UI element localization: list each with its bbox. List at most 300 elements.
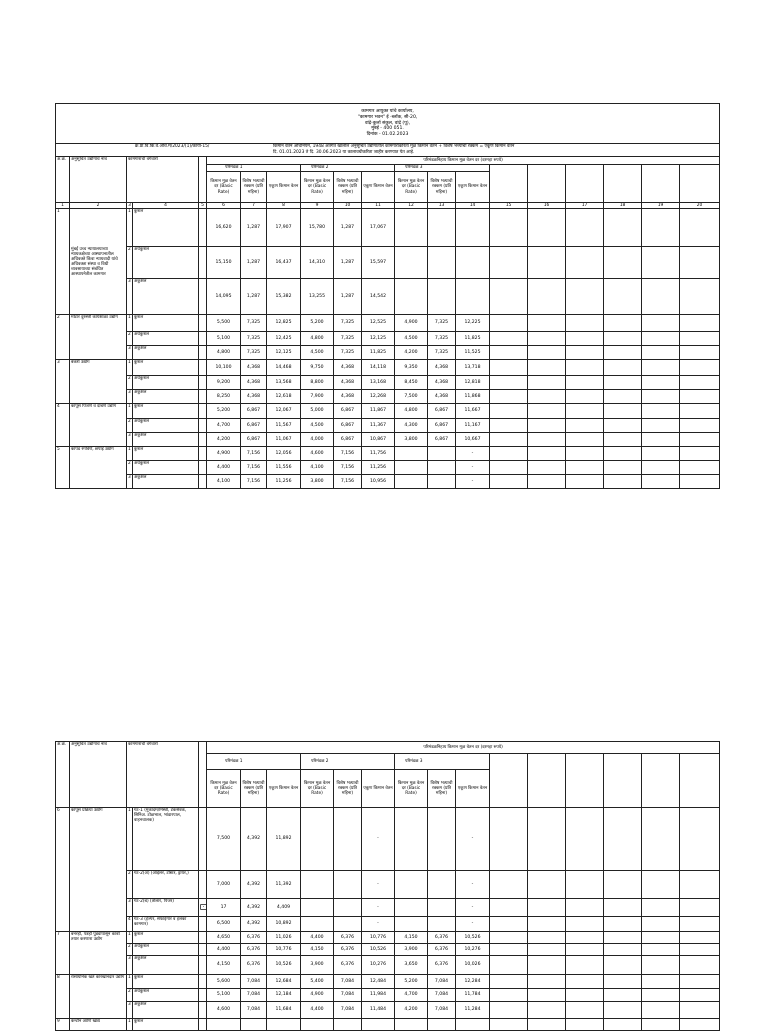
- cell: 11,556: [267, 461, 301, 475]
- cell: 7,084: [334, 975, 362, 989]
- cell: 14,118: [362, 360, 395, 376]
- cell: 12,284: [456, 975, 490, 989]
- office-date: दिनांक - 01.02.2023: [366, 132, 409, 138]
- cell: 4,409: [267, 899, 301, 917]
- notice-text: [265, 144, 514, 155]
- cell: 6,867: [428, 404, 456, 419]
- cell: 4,500: [301, 346, 334, 360]
- reference-number: क्र.प्रा.वि.कि.वे.अधि.मं/2023/(1)/कार्या-15/: [135, 144, 210, 150]
- category-name: कुशल: [133, 975, 199, 989]
- cell: 6,376: [428, 956, 456, 975]
- cell: -: [456, 447, 490, 461]
- category-name: कुशल: [133, 447, 199, 461]
- cell: 10,867: [362, 433, 395, 447]
- cell: 16,620: [207, 209, 241, 247]
- industry-name: कापड रंगविणे, छपाई उद्योग: [70, 447, 127, 489]
- cell: 12,825: [267, 315, 301, 332]
- cell: 7,156: [334, 461, 362, 475]
- category-name: अर्धकुशल: [133, 332, 199, 346]
- cell: 7,325: [428, 346, 456, 360]
- industry-sr: 5: [56, 447, 70, 489]
- cell: 4,700: [207, 419, 241, 433]
- cell: 6,867: [334, 404, 362, 419]
- table-row: [56, 376, 720, 390]
- cell: 12,225: [456, 315, 490, 332]
- cell: 4,800: [395, 404, 428, 419]
- table-row: [56, 447, 720, 461]
- cell: 5,100: [207, 989, 241, 1002]
- cell: 11,825: [456, 332, 490, 346]
- table-row: [56, 899, 720, 917]
- cell: 6,376: [241, 932, 267, 944]
- category-no: 2: [127, 944, 133, 956]
- cell: 1,287: [334, 247, 362, 279]
- cell: 7,156: [334, 475, 362, 489]
- cell: 4,368: [241, 390, 267, 404]
- cell: 1,287: [241, 209, 267, 247]
- wage-table-2: [55, 741, 720, 1031]
- cell: 13,255: [301, 279, 334, 315]
- col-number: 8: [267, 203, 301, 209]
- cell: 10,667: [456, 433, 490, 447]
- category-no: 2: [127, 419, 133, 433]
- cell: -: [456, 475, 490, 489]
- z3-total-header: एकूण किमान वेतन: [456, 770, 490, 808]
- category-no: 1: [127, 808, 133, 871]
- table-row: [56, 433, 720, 447]
- zone-2-header: परिमंडळ 2: [301, 754, 395, 770]
- cell: 5,000: [301, 404, 334, 419]
- cell: 17,067: [362, 209, 395, 247]
- table-row: [56, 871, 720, 899]
- cell: 11,892: [267, 808, 301, 871]
- col-number: 1: [56, 203, 70, 209]
- cell: 4,400: [207, 461, 241, 475]
- table-row: [56, 1002, 720, 1019]
- cell: 5,500: [207, 315, 241, 332]
- cell: 12,056: [267, 447, 301, 461]
- cell: 10,526: [267, 956, 301, 975]
- cell: 4,150: [301, 944, 334, 956]
- cell: 4,150: [395, 932, 428, 944]
- col-number: 19: [642, 203, 680, 209]
- z1-special-header: विशेष भत्याची रक्कम (प्रति महिना): [241, 172, 267, 203]
- cell: 6,867: [428, 433, 456, 447]
- cell: -: [362, 899, 395, 917]
- cell: 4,368: [428, 376, 456, 390]
- cell: 12,125: [267, 346, 301, 360]
- cell: 10,026: [456, 956, 490, 975]
- table-row: [56, 475, 720, 489]
- category-no: 1: [127, 315, 133, 332]
- table-row: [56, 332, 720, 346]
- cell: 4,400: [301, 1002, 334, 1019]
- cell: 14,095: [207, 279, 241, 315]
- z1-special-header: विशेष भत्याची रक्कम (प्रति महिना): [241, 770, 267, 808]
- z1-total-header: एकूण किमान वेतन: [267, 770, 301, 808]
- cell: 7,084: [428, 975, 456, 989]
- z3-special-header: विशेष भत्याची रक्कम (प्रति महिना): [428, 770, 456, 808]
- col-number: 12: [395, 203, 428, 209]
- cell: 3,900: [301, 956, 334, 975]
- cell: 5,600: [207, 975, 241, 989]
- sr-header: अ.क्र.: [56, 742, 70, 808]
- cell: 12,425: [267, 332, 301, 346]
- cell: 1,287: [334, 279, 362, 315]
- cell: 9,200: [207, 376, 241, 390]
- industry-sr: 8: [56, 975, 70, 1019]
- cell: 6,376: [428, 932, 456, 944]
- cell: 7,084: [334, 989, 362, 1002]
- cell: 4,800: [301, 332, 334, 346]
- cell: 5,200: [207, 404, 241, 419]
- sr-header: अ.क्र.: [56, 157, 70, 203]
- cell: 6,376: [241, 944, 267, 956]
- office-area: वांद्रे-कुर्ला संकुल, वांद्रे (पू),: [364, 120, 411, 126]
- cell: 8,800: [301, 376, 334, 390]
- wage-table-1: [55, 103, 720, 489]
- z1-basic-header: किमान मूळ वेतन दर (Basic Rate): [207, 172, 241, 203]
- cell: 4,392: [241, 917, 267, 932]
- cell: 7,900: [301, 390, 334, 404]
- cell: 4,368: [241, 360, 267, 376]
- table-row: [56, 1019, 720, 1031]
- cell: 4,700: [395, 989, 428, 1002]
- category-name: कुशल: [133, 932, 199, 944]
- industry-sr: 1: [56, 209, 70, 315]
- category-no: 2: [127, 376, 133, 390]
- industry-header: अनुसूचित उद्योगाचे नाव: [70, 157, 127, 203]
- table-row: [56, 360, 720, 376]
- category-no: 2: [127, 461, 133, 475]
- z2-special-header: विशेष भत्याची रक्कम (प्रति महिना): [334, 172, 362, 203]
- z3-total-header: एकूण किमान वेतन: [456, 172, 490, 203]
- cell: 9,350: [395, 360, 428, 376]
- cell: 14,542: [362, 279, 395, 315]
- cell: 4,200: [395, 1002, 428, 1019]
- cell: 17: [207, 899, 241, 917]
- col-number: 18: [604, 203, 642, 209]
- cell: 10,100: [207, 360, 241, 376]
- category-name: कुशल: [133, 404, 199, 419]
- table-row: [56, 315, 720, 332]
- cell: -: [362, 871, 395, 899]
- cell: -: [456, 808, 490, 871]
- category-no: 3: [127, 390, 133, 404]
- table-row: [56, 989, 720, 1002]
- cell: 5,200: [395, 975, 428, 989]
- cell: 12,067: [267, 404, 301, 419]
- cell: 10,956: [362, 475, 395, 489]
- cell: 12,125: [362, 332, 395, 346]
- cell: 7,084: [241, 1002, 267, 1019]
- industry-name: बेकरी उद्योग: [70, 360, 127, 404]
- cell: 6,867: [241, 433, 267, 447]
- cell: 11,784: [456, 989, 490, 1002]
- cell: 11,756: [362, 447, 395, 461]
- cell: 11,667: [456, 404, 490, 419]
- category-no: 3: [127, 475, 133, 489]
- cell: 7,084: [428, 1002, 456, 1019]
- cell: 8,250: [207, 390, 241, 404]
- wage-table-page-1: [55, 103, 717, 489]
- cell: 4,600: [207, 1002, 241, 1019]
- cell: 6,376: [241, 956, 267, 975]
- industry-name: बनरही, पत्रही पुड्यापासून कांबी तयार करणारा उद्योग: [70, 932, 127, 975]
- table-row: [56, 975, 720, 989]
- cell: 7,084: [334, 1002, 362, 1019]
- cell: 4,100: [301, 461, 334, 475]
- cell: 12,818: [456, 376, 490, 390]
- category-no: 3: [127, 433, 133, 447]
- cell: 15,382: [267, 279, 301, 315]
- cell: 5,100: [207, 332, 241, 346]
- category-no: 4: [127, 917, 133, 932]
- table-row: [56, 247, 720, 279]
- industry-name: कापूस प्रक्रिया उद्योग: [70, 808, 127, 932]
- cell: 10,776: [362, 932, 395, 944]
- cell: 3,900: [395, 944, 428, 956]
- cell: 13,568: [267, 376, 301, 390]
- cell: 7,325: [241, 315, 267, 332]
- industry-name: रासायनिक खते कारखानदार उद्योग: [70, 975, 127, 1019]
- col-number: 5: [199, 203, 207, 209]
- category-no: 1: [127, 1019, 133, 1031]
- category-no: 3: [127, 956, 133, 975]
- cell: 7,325: [428, 315, 456, 332]
- z1-total-header: एकूण किमान वेतन: [267, 172, 301, 203]
- cell: 4,368: [428, 360, 456, 376]
- cell: -: [456, 899, 490, 917]
- category-no: 3: [127, 1002, 133, 1019]
- cell: 7,156: [241, 475, 267, 489]
- cell: 7,325: [334, 332, 362, 346]
- category-no: 3: [127, 279, 133, 315]
- cell: 10,892: [267, 917, 301, 932]
- table-row: [56, 390, 720, 404]
- cell: 11,256: [267, 475, 301, 489]
- cell: 6,376: [334, 956, 362, 975]
- cell: 7,325: [241, 332, 267, 346]
- col-number: 14: [456, 203, 490, 209]
- z1-basic-header: किमान मूळ वेतन दर (Basic Rate): [207, 770, 241, 808]
- cell: 4,200: [395, 346, 428, 360]
- col-number: 20: [680, 203, 720, 209]
- cell: 3,650: [395, 956, 428, 975]
- cell: 17,907: [267, 209, 301, 247]
- office-name: कामगार आयुक्त यांचे कार्यालय,: [361, 109, 414, 115]
- cell: -: [362, 808, 395, 871]
- office-building: "कामगार भवन" ई -ब्लॉक, सी-20,: [357, 114, 418, 120]
- z2-total-header: एकूण किमान वेतन: [362, 770, 395, 808]
- cell: 7,156: [241, 447, 267, 461]
- col-number: 17: [566, 203, 604, 209]
- cell: 4,000: [301, 433, 334, 447]
- cell: 1,287: [334, 209, 362, 247]
- cell: 12,184: [267, 989, 301, 1002]
- cell: 4,900: [301, 989, 334, 1002]
- col-number: 13: [428, 203, 456, 209]
- zone-wise-header: परिमंडळनिहाय किमान मूळ वेतन दर (दरमहा रुपये): [207, 742, 720, 754]
- industry-name: मुंबई उच्च न्यायालयाच्या न्यायकक्षेच्या आस्थापनातील अधिवक्ते किंवा न्यायवादी यांचे अधिवक्ता संस्था व विधी व्यवसायाच्या संबंधित आस्थापनेतील कामगार: [70, 209, 127, 315]
- cell: 4,368: [334, 376, 362, 390]
- cell: 10,276: [362, 956, 395, 975]
- cell: 4,900: [207, 447, 241, 461]
- table-row: [56, 944, 720, 956]
- category-name: कुशल: [133, 209, 199, 247]
- cell: 4,368: [241, 376, 267, 390]
- comment-icon: ᵒ: [200, 904, 207, 910]
- category-name: गट-2(अ) (ऑईलर, टोस्टर, ड्रायर,): [133, 871, 199, 899]
- cell: 4,400: [301, 932, 334, 944]
- cell: 10,776: [267, 944, 301, 956]
- col-number: 15: [490, 203, 528, 209]
- cell: -: [456, 871, 490, 899]
- col-number: 4: [133, 203, 199, 209]
- table-row: [56, 917, 720, 932]
- cell: 8,450: [395, 376, 428, 390]
- cell: 4,392: [241, 871, 267, 899]
- cell: 4,368: [334, 360, 362, 376]
- cell: 7,156: [241, 461, 267, 475]
- col-number: 7: [241, 203, 267, 209]
- cell: 7,500: [395, 390, 428, 404]
- cell: 11,026: [267, 932, 301, 944]
- cell: 5,400: [301, 975, 334, 989]
- col-number: 10: [334, 203, 362, 209]
- cell: 7,084: [241, 975, 267, 989]
- cell: 3,800: [395, 433, 428, 447]
- industry-sr: 2: [56, 315, 70, 360]
- category-no: 1: [127, 932, 133, 944]
- category-header: कामगारांची वर्गवारी: [127, 742, 199, 808]
- cell: 9,750: [301, 360, 334, 376]
- cell: 6,376: [428, 944, 456, 956]
- col-number: 9: [301, 203, 334, 209]
- industry-sr: 6: [56, 808, 70, 932]
- wage-table-page-2: [55, 741, 717, 1031]
- cell: 4,392: [241, 808, 267, 871]
- cell: 4,100: [207, 475, 241, 489]
- cell: 7,325: [428, 332, 456, 346]
- cell: 11,867: [362, 404, 395, 419]
- category-name: अकुशल: [133, 956, 199, 975]
- category-name: अकुशल: [133, 475, 199, 489]
- cell: 10,526: [456, 932, 490, 944]
- cell: 4,392: [241, 899, 267, 917]
- cell: 5,200: [301, 315, 334, 332]
- category-name: अर्धकुशल: [133, 419, 199, 433]
- category-no: 1: [127, 360, 133, 376]
- cell: 16,437: [267, 247, 301, 279]
- col-number: 3: [128, 203, 131, 208]
- category-name: गट-3 (हेल्पर, सफाईगार व हलका कामगार): [133, 917, 199, 932]
- cell: 1,287: [241, 279, 267, 315]
- table-row: [56, 956, 720, 975]
- cell: 7,325: [334, 315, 362, 332]
- category-name: अकुशल: [133, 1002, 199, 1019]
- cell: -: [362, 917, 395, 932]
- category-name: अकुशल: [133, 390, 199, 404]
- cell: 4,800: [207, 346, 241, 360]
- cell: 14,310: [301, 247, 334, 279]
- industry-sr: 7: [56, 932, 70, 975]
- category-name: अर्धकुशल: [133, 376, 199, 390]
- cell: 4,400: [207, 944, 241, 956]
- cell: 6,867: [334, 433, 362, 447]
- cell: 12,525: [362, 315, 395, 332]
- industry-sr: 9: [56, 1019, 70, 1031]
- cell: 4,600: [301, 447, 334, 461]
- category-name: अकुशल: [133, 346, 199, 360]
- cell: 11,256: [362, 461, 395, 475]
- col-number: 2: [70, 203, 127, 209]
- table-row: [56, 279, 720, 315]
- cell: 11,284: [456, 1002, 490, 1019]
- category-name: कुशल: [133, 315, 199, 332]
- zone-1-header: परिमंडळ 1: [207, 754, 301, 770]
- cell: 3,800: [301, 475, 334, 489]
- z2-basic-header: किमान मूळ वेतन दर (Basic Rate): [301, 770, 334, 808]
- cell: -: [456, 461, 490, 475]
- cell: 13,718: [456, 360, 490, 376]
- z2-total-header: एकूण किमान वेतन: [362, 172, 395, 203]
- cell: 6,376: [334, 944, 362, 956]
- cell: 4,650: [207, 932, 241, 944]
- category-no: 2: [127, 989, 133, 1002]
- cell: 15,150: [207, 247, 241, 279]
- cell: 4,500: [301, 419, 334, 433]
- category-no: 3: [127, 346, 133, 360]
- cell: 7,500: [207, 808, 241, 871]
- category-name: अर्धकुशल: [133, 247, 199, 279]
- cell: 11,825: [362, 346, 395, 360]
- category-name: गट-1 (मुकादम/मिस्त्री, टॅकसेवक, सिनिअ. टोळभाल, भांडारपाल, वाहनचालक): [133, 808, 199, 871]
- industry-sr: 3: [56, 360, 70, 404]
- cell: 12,484: [362, 975, 395, 989]
- category-no: 3: [127, 899, 133, 917]
- table-row: [56, 932, 720, 944]
- zone-wise-header: परिमंडळनिहाय किमान मूळ वेतन दर (दरमहा रुपये): [207, 157, 720, 165]
- notice-row: [56, 144, 720, 157]
- cell: 7,000: [207, 871, 241, 899]
- table-row: [56, 346, 720, 360]
- cell: 11,392: [267, 871, 301, 899]
- table-row: [56, 419, 720, 433]
- office-city: मुंबई - 400 051.: [371, 126, 404, 132]
- cell: 4,150: [207, 956, 241, 975]
- category-name: अकुशल: [133, 279, 199, 315]
- category-name: अर्धकुशल: [133, 461, 199, 475]
- cell: 14,468: [267, 360, 301, 376]
- zone-3-header: परिमंडळ 3: [395, 165, 490, 172]
- z2-basic-header: किमान मूळ वेतन दर (Basic Rate): [301, 172, 334, 203]
- industry-sr: 4: [56, 404, 70, 447]
- cell: 11,525: [456, 346, 490, 360]
- industry-name: मोटार दुरुस्ती कार्यशाळा उद्योग: [70, 315, 127, 360]
- z2-special-header: विशेष भत्याची रक्कम (प्रति महिना): [334, 770, 362, 808]
- category-name: कुशल: [133, 360, 199, 376]
- category-no: 1: [127, 975, 133, 989]
- industry-name: कापूस पिंजणे व दाबणे उद्योग: [70, 404, 127, 447]
- zone-1-header: परिमंडळ 1: [207, 165, 301, 172]
- cell: -: [456, 917, 490, 932]
- table-row: [56, 404, 720, 419]
- cell: 6,867: [334, 419, 362, 433]
- cell: 6,867: [428, 419, 456, 433]
- cell: 4,500: [395, 332, 428, 346]
- office-header: [56, 104, 720, 144]
